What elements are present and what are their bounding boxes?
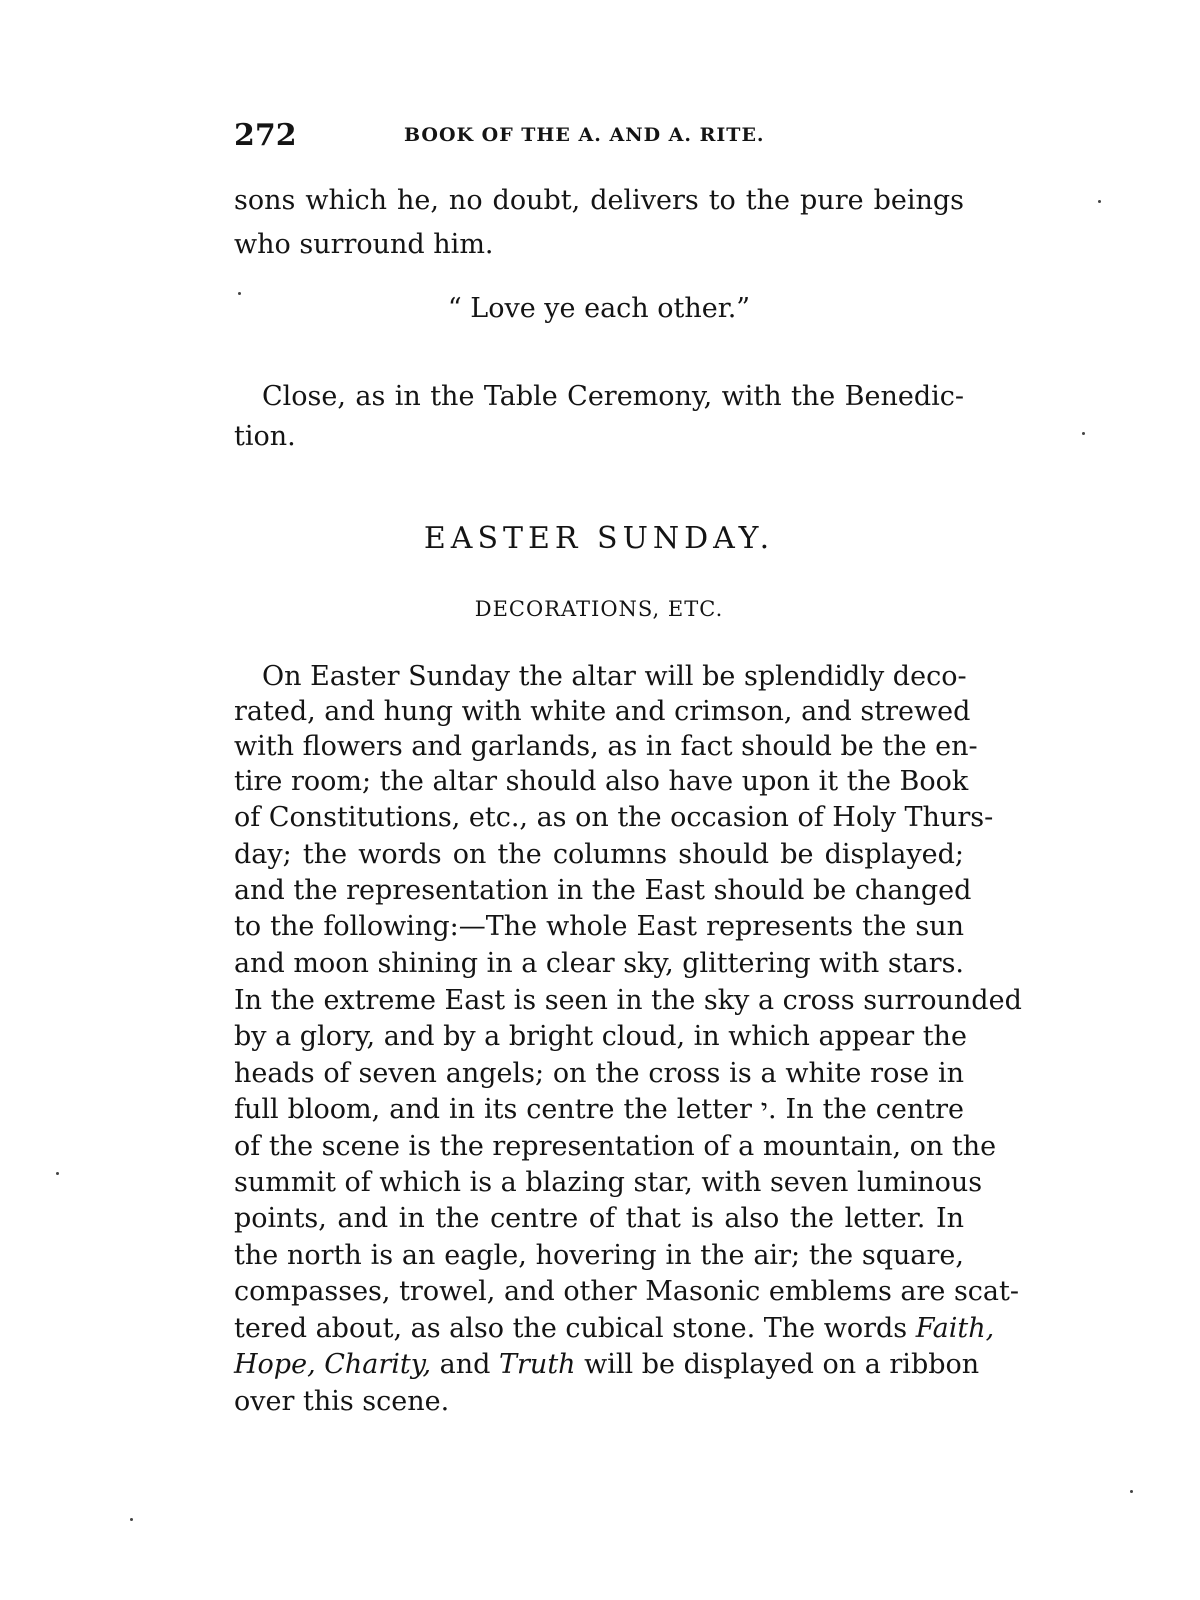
paragraph-line (234, 1310, 995, 1348)
paragraph-line: over this scene. (234, 1386, 450, 1417)
section-title: EASTER SUNDAY. (423, 521, 775, 556)
closing-line: tion. (234, 421, 296, 452)
paragraph-line: In the extreme East is seen in the sky a cross surrounded (234, 985, 1022, 1016)
paragraph-text: will be displayed on a ribbon (584, 1349, 980, 1380)
italic-word-truth: Truth (499, 1349, 576, 1380)
paper-speck (238, 292, 241, 295)
paper-speck (1098, 200, 1101, 203)
paragraph-line: heads of seven angels; on the cross is a white rose in (234, 1058, 964, 1089)
paragraph-line: full bloom, and in its centre the letter י. In the centre (234, 1094, 965, 1125)
paper-speck (1082, 432, 1085, 435)
paragraph-line: compasses, trowel, and other Masonic emblems are scat- (234, 1276, 1020, 1307)
paragraph-line: tire room; the altar should also have upon it the Book (234, 766, 969, 797)
italic-word-faith: Faith, (915, 1313, 995, 1344)
closing-line: Close, as in the Table Ceremony, with the Benedic- (262, 381, 964, 412)
paragraph-line: On Easter Sunday the altar will be splendidly deco- (262, 661, 967, 692)
paragraph-line: to the following:—The whole East represents the sun (234, 911, 964, 942)
paragraph-line (234, 1346, 980, 1384)
paper-speck (56, 1172, 59, 1175)
section-subtitle: DECORATIONS, ETC. (474, 597, 724, 621)
paragraph-line: and moon shining in a clear sky, glittering with stars. (234, 948, 965, 979)
paragraph-line: of Constitutions, etc., as on the occasion of Holy Thurs- (234, 802, 994, 833)
paragraph-line: day; the words on the columns should be displayed; (234, 839, 964, 870)
paragraph-line: points, and in the centre of that is also the letter. In (234, 1203, 964, 1234)
paper-speck (1130, 1490, 1133, 1493)
continuation-line: who surround him. (234, 229, 494, 260)
paragraph-text: and (439, 1349, 491, 1380)
italic-word-hope: Hope, (234, 1349, 316, 1380)
page-number: 272 (234, 118, 297, 153)
paragraph-line: and the representation in the East should be changed (234, 875, 972, 906)
paragraph-line: the north is an eagle, hovering in the air; the square, (234, 1240, 964, 1271)
paragraph-line: with flowers and garlands, as in fact should be the en- (234, 731, 978, 762)
paragraph-line: by a glory, and by a bright cloud, in which appear the (234, 1021, 967, 1052)
page-header (234, 118, 794, 158)
continuation-line: sons which he, no doubt, delivers to the pure beings (234, 185, 964, 216)
paragraph-text: tered about, as also the cubical stone. The words (234, 1313, 908, 1344)
italic-word-charity: Charity, (324, 1349, 432, 1380)
paragraph-line: of the scene is the representation of a mountain, on the (234, 1131, 997, 1162)
quote-line: “ Love ye each other.” (447, 293, 751, 324)
paragraph-line: rated, and hung with white and crimson, and strewed (234, 696, 971, 727)
paragraph-line: summit of which is a blazing star, with seven luminous (234, 1167, 983, 1198)
paper-speck (130, 1518, 133, 1521)
running-head: BOOK OF THE A. AND A. RITE. (404, 124, 765, 146)
